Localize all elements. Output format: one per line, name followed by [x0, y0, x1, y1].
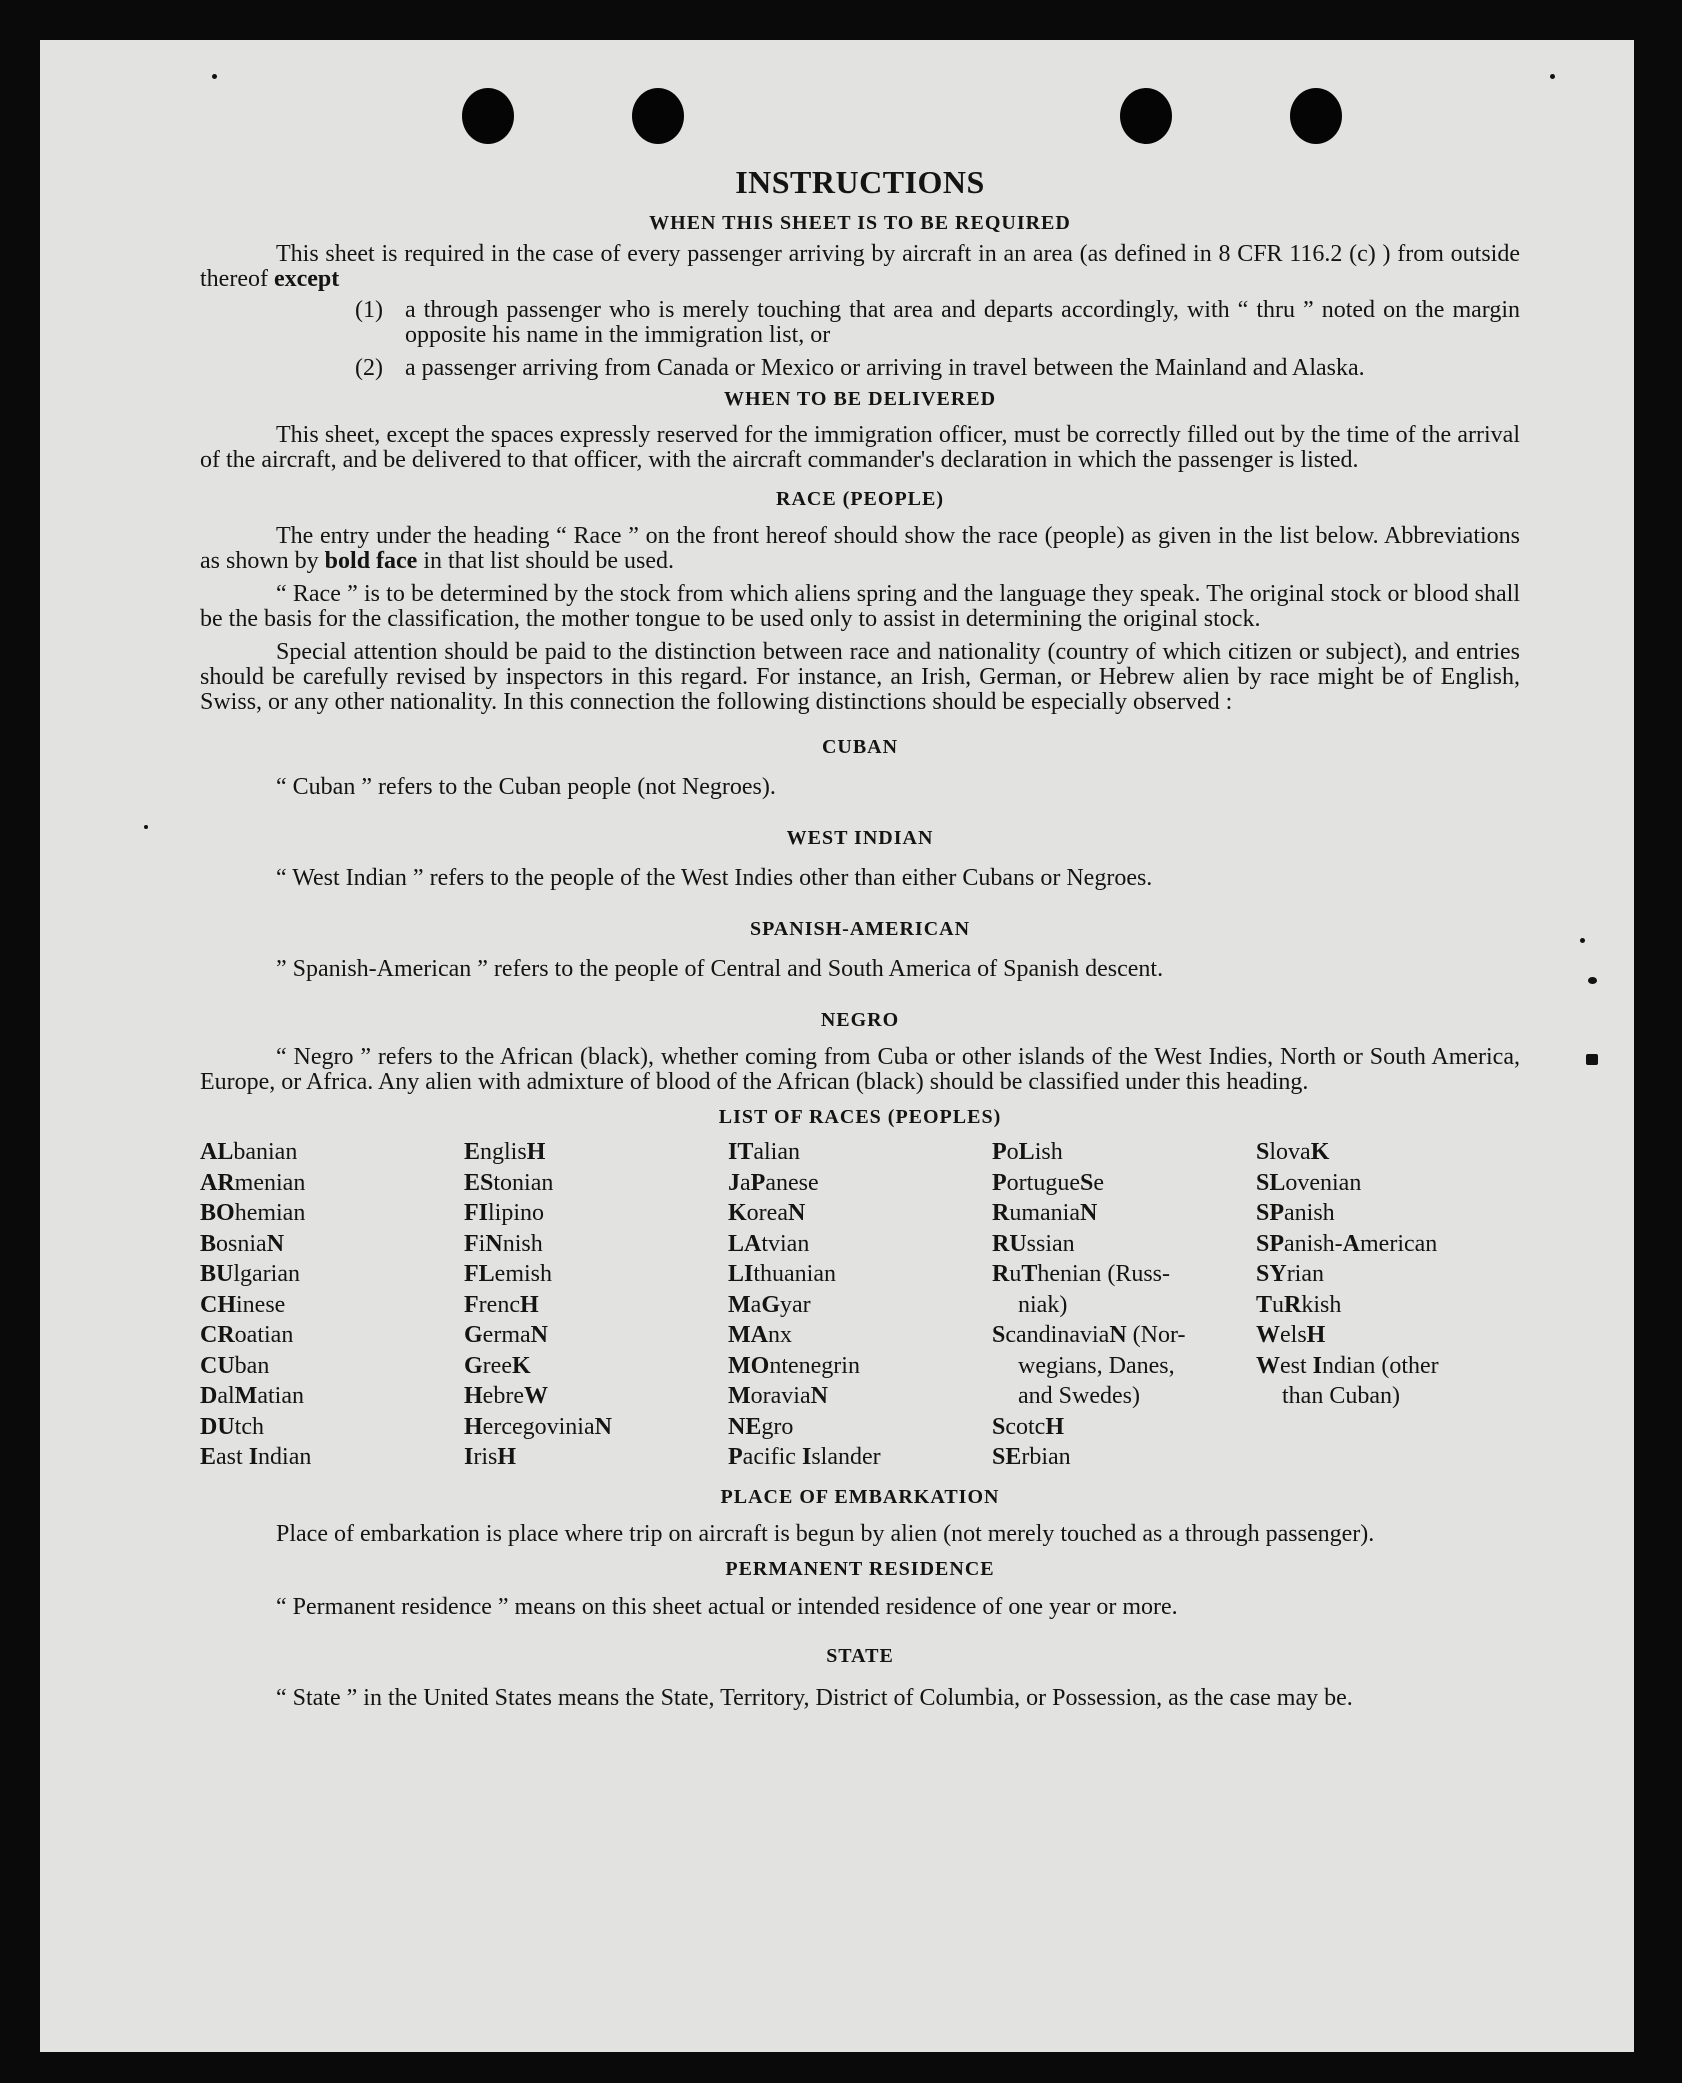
race-name-part: lova: [1269, 1139, 1311, 1165]
race-abbreviation: H: [526, 1139, 546, 1165]
race-entry: [200, 1320, 464, 1351]
race-name-part: u: [1009, 1261, 1022, 1287]
race-entry: [1256, 1137, 1520, 1168]
race-entry: [992, 1320, 1256, 1351]
race-abbreviation: G: [464, 1352, 483, 1379]
race-abbreviation: M: [234, 1383, 258, 1409]
race-abbreviation: SL: [1256, 1169, 1286, 1196]
race-name-part: tonian: [493, 1169, 554, 1196]
race-entry: [728, 1412, 992, 1443]
race-abbreviation: S: [992, 1322, 1006, 1348]
race-name-part: ban: [234, 1352, 270, 1379]
race-abbreviation: F: [464, 1291, 479, 1318]
race-name-part: a: [740, 1169, 751, 1196]
race-name-part: ndian: [258, 1444, 312, 1470]
race-abbreviation: FI: [464, 1200, 488, 1226]
race-abbreviation: SY: [1256, 1261, 1287, 1287]
race-abbreviation: W: [1256, 1352, 1280, 1379]
race-name-part: banian: [233, 1139, 298, 1165]
race-entry: [728, 1198, 992, 1229]
race-abbreviation: MO: [728, 1352, 770, 1379]
race-column: [200, 1137, 464, 1473]
page-title: INSTRUCTIONS: [735, 164, 985, 200]
heading-when-required: WHEN THIS SHEET IS TO BE REQUIRED: [649, 212, 1071, 234]
race-abbreviation: H: [464, 1383, 483, 1409]
race-abbreviation: S: [1079, 1169, 1094, 1196]
race-abbreviation: CU: [200, 1352, 235, 1379]
race-abbreviation: N: [787, 1200, 806, 1226]
heading-state: STATE: [826, 1644, 894, 1667]
heading-permanent-residence: PERMANENT RESIDENCE: [725, 1557, 995, 1580]
race-abbreviation: BU: [200, 1261, 234, 1287]
intro-text: This sheet is required in the case of every passenger arriving by aircraft in an area (as defined in 8 CFR 116.2 (c) ) from outside thereof: [200, 241, 1520, 292]
race-abbreviation: K: [511, 1352, 531, 1379]
race-abbreviation: H: [464, 1413, 483, 1440]
race-abbreviation: MA: [728, 1322, 768, 1348]
race-entry: [992, 1168, 1256, 1199]
race-entry: [464, 1442, 728, 1473]
race-abbreviation: A: [1342, 1230, 1361, 1257]
speck: [212, 74, 217, 79]
intro-emphasis: except: [273, 266, 340, 292]
race-abbreviation: R: [992, 1261, 1010, 1287]
race-name-part: ndian (other: [1322, 1352, 1439, 1379]
race-p1-bold: bold face: [324, 548, 418, 574]
race-entry: [200, 1351, 464, 1382]
race-column: [992, 1137, 1256, 1473]
race-abbreviation: T: [1256, 1291, 1273, 1318]
race-name-part: erma: [482, 1322, 531, 1348]
paragraph-west-indian: “ West Indian ” refers to the people of the West Indies other than either Cubans or Negroes.: [276, 865, 1153, 891]
race-entry: [1256, 1351, 1520, 1382]
race-name-part: candinavia: [1005, 1322, 1110, 1348]
race-abbreviation: CH: [200, 1291, 236, 1318]
race-abbreviation: I: [1312, 1352, 1323, 1379]
race-name-part: umania: [1009, 1200, 1080, 1226]
race-name-part: slander: [811, 1444, 881, 1470]
paragraph-negro: “ Negro ” refers to the African (black), whether coming from Cuba or other islands of the West Indies, North or South America, Europe, or Africa. Any alien with admixture of blood of the African (black) should be classified under this heading.: [200, 1044, 1520, 1095]
race-abbreviation: N: [1109, 1322, 1127, 1348]
race-name-part: osnia: [216, 1230, 267, 1257]
race-entry: [992, 1259, 1256, 1290]
race-abbreviation: E: [200, 1444, 217, 1470]
race-entry: [200, 1168, 464, 1199]
speck: [1580, 938, 1585, 943]
speck: [144, 825, 148, 829]
race-name-part: ish: [1034, 1139, 1063, 1165]
race-name-part: e: [1093, 1169, 1104, 1196]
speck: [1550, 74, 1555, 79]
race-entry: [464, 1229, 728, 1260]
race-name-part: est: [1280, 1352, 1313, 1379]
race-name-part: oravia: [750, 1383, 811, 1409]
speck: [1586, 1054, 1598, 1065]
race-entry: [464, 1412, 728, 1443]
race-name-part: yar: [779, 1291, 811, 1318]
race-abbreviation: N: [594, 1413, 612, 1440]
speck: [1588, 977, 1597, 984]
race-abbreviation: FL: [464, 1261, 495, 1287]
race-name-part: gro: [761, 1413, 794, 1440]
race-entry: than Cuban): [1282, 1383, 1400, 1409]
heading-place-of-embarkation: PLACE OF EMBARKATION: [720, 1485, 1000, 1508]
race-abbreviation: N: [485, 1230, 503, 1257]
race-name-part: i: [478, 1230, 486, 1257]
heading-list-of-races: LIST OF RACES (PEOPLES): [718, 1106, 1002, 1128]
race-abbreviation: SP: [1256, 1200, 1285, 1226]
paragraph-cuban: “ Cuban ” refers to the Cuban people (not Negroes).: [276, 774, 776, 800]
item-number: (1): [355, 297, 383, 323]
race-name-part: kish: [1301, 1291, 1342, 1318]
item-number: (2): [355, 355, 383, 381]
race-entry: [200, 1259, 464, 1290]
race-entry: [464, 1259, 728, 1290]
race-abbreviation: B: [200, 1230, 217, 1257]
race-name-part: anish-: [1284, 1230, 1343, 1257]
paragraph-race-1: [200, 524, 1520, 574]
race-abbreviation: D: [200, 1383, 218, 1409]
paragraph-race-3: Special attention should be paid to the distinction between race and nationality (country of which citizen or subject), and entries should be carefully revised by inspectors in this regard. For instance, an Irish, German, or Hebrew alien by race might be of English, Swiss, or any other nationality. In this connection the following distinctions should be especially observed :: [200, 639, 1520, 715]
race-name-part: lgarian: [233, 1261, 300, 1287]
race-abbreviation: P: [728, 1444, 743, 1470]
race-name-part: merican: [1360, 1230, 1438, 1257]
paragraph-when-delivered: This sheet, except the spaces expressly reserved for the immigration officer, must be correctly filled out by the time of the arrival of the aircraft, and be delivered to that officer, with the aircraft commander's declaration in which the passenger is listed.: [200, 422, 1520, 473]
race-abbreviation: L: [1018, 1139, 1035, 1165]
heading-spanish-american: SPANISH-AMERICAN: [749, 918, 971, 940]
race-entry: [728, 1137, 992, 1168]
race-name-part: anese: [765, 1169, 819, 1196]
race-entry: [728, 1168, 992, 1199]
race-abbreviation: S: [992, 1413, 1006, 1440]
race-column: [728, 1137, 992, 1473]
race-abbreviation: F: [464, 1230, 479, 1257]
race-abbreviation: E: [464, 1139, 481, 1165]
race-name-part: al: [217, 1383, 235, 1409]
race-entry: [728, 1351, 992, 1382]
list-item: [355, 298, 1520, 348]
race-name-part: nx: [767, 1322, 792, 1348]
race-entry: [728, 1442, 992, 1473]
race-name-part: renc: [478, 1291, 520, 1318]
race-entry: [992, 1137, 1256, 1168]
race-abbreviation: NE: [728, 1413, 762, 1440]
race-abbreviation: W: [1256, 1322, 1280, 1348]
race-abbreviation: P: [992, 1139, 1007, 1165]
punch-hole: [632, 88, 684, 144]
race-entry: [992, 1198, 1256, 1229]
race-entry: [464, 1198, 728, 1229]
race-entry: [728, 1229, 992, 1260]
race-abbreviation: SE: [992, 1444, 1022, 1470]
race-abbreviation: H: [519, 1291, 539, 1318]
race-p1-suffix: in that list should be used.: [423, 548, 674, 574]
race-name-part: o: [1006, 1139, 1019, 1165]
race-entry: [992, 1412, 1256, 1443]
race-abbreviation: K: [728, 1200, 747, 1226]
race-name-part: (Nor-: [1126, 1322, 1186, 1348]
race-abbreviation: S: [1256, 1139, 1270, 1165]
paragraph-race-2: “ Race ” is to be determined by the stock from which aliens spring and the language they speak. The original stock or blood shall be the basis for the classification, the mother tongue to be used only to assist in determining the original stock.: [200, 581, 1520, 632]
race-entry: [1256, 1229, 1520, 1260]
race-name-part: ssian: [1026, 1230, 1075, 1257]
race-abbreviation: G: [761, 1291, 780, 1318]
race-name-part: henian (Russ-: [1037, 1261, 1171, 1287]
race-entry: [728, 1259, 992, 1290]
item-text: a passenger arriving from Canada or Mexico or arriving in travel between the Mainland and Alaska.: [405, 355, 1365, 381]
race-name-part: ris: [473, 1444, 498, 1470]
race-abbreviation: G: [464, 1322, 483, 1348]
race-abbreviation: SP: [1256, 1230, 1285, 1257]
race-name-part: ercegovinia: [482, 1413, 595, 1440]
race-entry: [464, 1381, 728, 1412]
race-name-part: rbian: [1021, 1444, 1071, 1470]
race-abbreviation: K: [1310, 1139, 1330, 1165]
race-name-part: ortugue: [1006, 1169, 1080, 1196]
race-entry: [992, 1229, 1256, 1260]
race-name-part: nish: [502, 1230, 543, 1257]
race-abbreviation: IT: [728, 1139, 754, 1165]
race-abbreviation: RU: [992, 1230, 1027, 1257]
race-name-part: a: [750, 1291, 762, 1318]
race-abbreviation: AL: [200, 1139, 234, 1165]
race-column: [1256, 1137, 1520, 1473]
race-name-part: ree: [482, 1352, 512, 1379]
race-abbreviation: I: [248, 1444, 259, 1470]
race-abbreviation: N: [266, 1230, 285, 1257]
race-entry: and Swedes): [1018, 1383, 1140, 1409]
heading-cuban: CUBAN: [821, 736, 899, 758]
paragraph-spanish-american: ” Spanish-American ” refers to the people of Central and South America of Spanish descent.: [276, 956, 1164, 982]
race-entry: [464, 1168, 728, 1199]
race-abbreviation: CR: [200, 1322, 235, 1348]
race-name-part: tvian: [761, 1230, 810, 1257]
race-abbreviation: P: [992, 1169, 1007, 1196]
race-name-part: atian: [257, 1383, 304, 1409]
race-entry: niak): [1018, 1291, 1068, 1318]
race-entry: [728, 1381, 992, 1412]
race-abbreviation: R: [1284, 1291, 1302, 1318]
heading-negro: NEGRO: [820, 1009, 900, 1031]
race-abbreviation: H: [497, 1444, 517, 1470]
race-entry: wegians, Danes,: [1018, 1352, 1175, 1379]
race-entry: [728, 1320, 992, 1351]
race-entry: [1256, 1198, 1520, 1229]
race-name-part: alian: [753, 1139, 800, 1165]
paragraph-permanent-residence: “ Permanent residence ” means on this sheet actual or intended residence of one year or more.: [276, 1593, 1178, 1620]
paragraph-when-required: [200, 242, 1520, 292]
race-entry: [464, 1320, 728, 1351]
race-entry: [200, 1137, 464, 1168]
punch-hole: [462, 88, 514, 144]
race-p1-text: The entry under the heading “ Race ” on the front hereof should show the race (people) as given in the list below. Abbreviations as shown by: [200, 523, 1520, 574]
race-abbreviation: N: [810, 1383, 828, 1409]
race-name-part: menian: [234, 1169, 306, 1196]
document-sheet: [40, 40, 1634, 2052]
race-abbreviation: BO: [200, 1200, 235, 1226]
race-abbreviation: N: [1079, 1200, 1098, 1226]
instructions-content: [200, 164, 1520, 1715]
heading-west-indian: WEST INDIAN: [786, 827, 934, 849]
race-abbreviation: ES: [464, 1169, 494, 1196]
race-abbreviation: W: [523, 1383, 548, 1409]
race-name-part: rian: [1286, 1261, 1324, 1287]
race-column: [464, 1137, 728, 1473]
race-abbreviation: H: [1045, 1413, 1065, 1440]
race-name-part: lipino: [488, 1200, 545, 1226]
race-entry: [1256, 1320, 1520, 1351]
race-abbreviation: J: [728, 1169, 740, 1196]
race-entry: [1256, 1259, 1520, 1290]
race-abbreviation: R: [992, 1200, 1010, 1226]
race-abbreviation: AR: [200, 1169, 235, 1196]
paragraph-state: “ State ” in the United States means the State, Territory, District of Columbia, or Possession, as the case may be.: [276, 1684, 1353, 1711]
race-name-part: nglis: [480, 1139, 527, 1165]
race-abbreviation: M: [728, 1383, 751, 1409]
race-name-part: oatian: [234, 1322, 294, 1348]
race-abbreviation: LA: [728, 1230, 762, 1257]
race-entry: [200, 1412, 464, 1443]
heading-when-delivered: WHEN TO BE DELIVERED: [723, 388, 997, 410]
race-name-part: cotc: [1005, 1413, 1046, 1440]
race-entry: [464, 1351, 728, 1382]
paragraph-place-of-embarkation: Place of embarkation is place where trip on aircraft is begun by alien (not merely touched as a through passenger).: [276, 1520, 1375, 1547]
race-entry: [200, 1290, 464, 1321]
race-abbreviation: N: [530, 1322, 548, 1348]
race-name-part: anish: [1284, 1200, 1335, 1226]
race-abbreviation: M: [728, 1291, 751, 1318]
race-name-part: inese: [236, 1291, 286, 1318]
item-text: a through passenger who is merely touching that area and departs accordingly, with “ thru ” noted on the margin opposite his name in the immigration list, or: [405, 297, 1520, 348]
race-name-part: els: [1280, 1322, 1307, 1348]
race-abbreviation: LI: [728, 1261, 754, 1287]
race-name-part: acific: [742, 1444, 802, 1470]
race-entry: [464, 1290, 728, 1321]
race-name-part: ovenian: [1285, 1169, 1362, 1196]
race-name-part: ebre: [482, 1383, 524, 1409]
race-entry: [200, 1381, 464, 1412]
race-name-part: ast: [216, 1444, 249, 1470]
race-list: [200, 1137, 1520, 1473]
race-abbreviation: I: [464, 1444, 474, 1470]
punch-hole: [1290, 88, 1342, 144]
race-name-part: hemian: [234, 1200, 306, 1226]
race-name-part: orea: [746, 1200, 788, 1226]
race-entry: [992, 1442, 1256, 1473]
heading-race: RACE (PEOPLE): [776, 488, 944, 510]
race-entry: [200, 1229, 464, 1260]
race-abbreviation: T: [1021, 1261, 1038, 1287]
race-abbreviation: P: [750, 1169, 766, 1196]
race-entry: [728, 1290, 992, 1321]
list-item: [355, 356, 1520, 381]
race-abbreviation: I: [801, 1444, 812, 1470]
race-entry: [1256, 1168, 1520, 1199]
race-abbreviation: H: [1306, 1322, 1326, 1348]
race-entry: [200, 1198, 464, 1229]
race-abbreviation: DU: [200, 1413, 235, 1440]
race-name-part: ntenegrin: [769, 1352, 860, 1379]
punch-hole: [1120, 88, 1172, 144]
race-name-part: u: [1272, 1291, 1285, 1318]
race-entry: [200, 1442, 464, 1473]
race-entry: [464, 1137, 728, 1168]
race-name-part: emish: [494, 1261, 552, 1287]
race-name-part: thuanian: [753, 1261, 836, 1287]
race-entry: [1256, 1290, 1520, 1321]
race-name-part: tch: [234, 1413, 264, 1440]
